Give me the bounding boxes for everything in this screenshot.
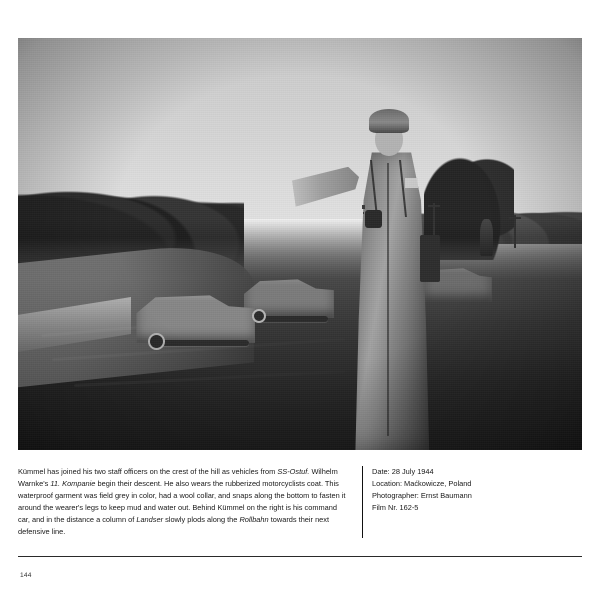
front-wheel bbox=[148, 333, 165, 350]
caption-segment-8: towards their next defensive line. bbox=[18, 514, 330, 536]
metadata-film-number: Film Nr. 162-5 bbox=[372, 502, 419, 512]
outstretched-arm bbox=[292, 166, 363, 207]
caption-segment-2: Wilhelm Warnke's bbox=[18, 467, 338, 488]
page-number: 144 bbox=[20, 572, 32, 579]
metadata-date: Date: 28 July 1944 bbox=[372, 467, 434, 476]
map-case bbox=[420, 235, 440, 282]
metadata-photographer: Photographer: Ernst Baumann bbox=[372, 490, 472, 500]
photograph bbox=[18, 38, 582, 450]
metadata-location: Location: Maćkowicze, Poland bbox=[372, 478, 472, 488]
caption-segment-4: begin their descent. He also wears the rubberized motorcyclists coat. This waterproof garment was field grey in color, had a wool collar, and snaps along the bottom to fasten it around the wearer's legs to keep mud and water out. Behind Kümmel on the right is his command car, and in the distance a column of bbox=[18, 478, 346, 524]
caption-segment-0: Kümmel has joined his two staff officers on the crest of the hill as vehicles from bbox=[18, 467, 278, 476]
shoulder-straps bbox=[370, 160, 407, 217]
photo-canvas bbox=[18, 38, 582, 450]
distant-soldier bbox=[480, 219, 492, 256]
caption-segment-6: slowly plods along the bbox=[163, 514, 240, 524]
caption-area bbox=[18, 466, 582, 538]
caption-segment-7: Rollbahn bbox=[239, 514, 269, 524]
caption-segment-1: SS-Ostuf. bbox=[277, 467, 310, 476]
binoculars bbox=[365, 210, 381, 228]
caption-segment-5: Landser bbox=[136, 514, 164, 524]
caption-segment-3: 11. Kompanie bbox=[50, 478, 96, 488]
telegraph-pole bbox=[514, 215, 516, 248]
photo-metadata bbox=[362, 466, 472, 538]
vehicle-track bbox=[159, 340, 249, 346]
photo-caption bbox=[18, 466, 348, 538]
field-cap bbox=[369, 109, 409, 132]
collar-insignia bbox=[405, 178, 417, 189]
vehicle-track bbox=[261, 316, 329, 322]
officer-figure bbox=[328, 92, 452, 450]
footer-rule bbox=[18, 556, 582, 557]
